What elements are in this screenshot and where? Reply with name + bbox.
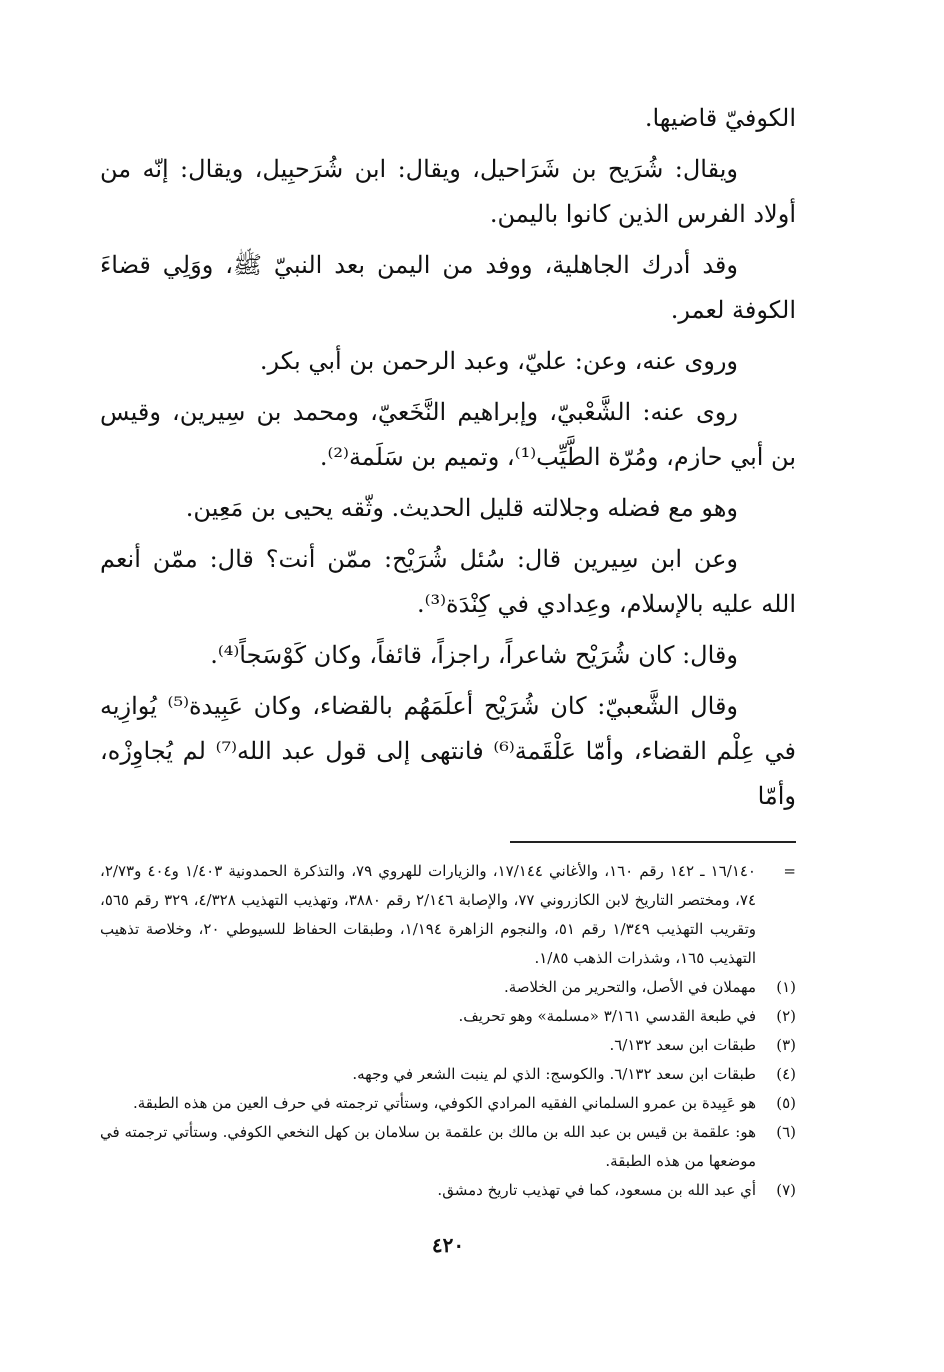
footnote [100,1176,796,1205]
footnote-separator [510,841,796,843]
footnote-marker: (١) [776,978,796,996]
footnote-marker: = [783,862,796,880]
footnote-marker: (٢) [776,1007,796,1025]
document-page [100,96,796,1286]
footnote-marker: (٦) [776,1123,796,1141]
paragraph: الكوفيّ قاضيها. [644,104,796,132]
paragraph: وقال الشَّعبيّ: كان شُرَيْح أعلَمَهُم بالقضاء، وكان عَبِيدة⁽⁵⁾ يُوازِيه في عِلْم القضاء، وأمّا عَلْقَمة⁽⁶⁾ فانتهى إلى قول عبد الله⁽⁷⁾ لم يُجاوِزْه، وأمّا [100,692,797,810]
footnote [100,1060,796,1089]
paragraph: روى عنه: الشَّعْبيّ، وإبراهيم النَّخَعيّ، ومحمد بن سِيرين، وقيس بن أبي حازم، ومُرّة الطَّيِّب⁽¹⁾، وتميم بن سَلَمة⁽²⁾. [100,398,796,471]
paragraph: وقال: كان شُرَيْح شاعراً، راجزاً، قائفاً، وكان كَوْسَجاً⁽⁴⁾. [210,641,738,669]
footnote-marker: (٤) [776,1065,796,1083]
footnote-text: أي عبد الله بن مسعود، كما في تهذيب تاريخ دمشق. [437,1181,756,1199]
paragraph: وهو مع فضله وجلالته قليل الحديث. وثّقه يحيى بن مَعِين. [185,494,738,522]
paragraph: وعن ابن سِيرين قال: سُئل شُرَيْح: ممّن أنت؟ قال: ممّن أنعم الله عليه بالإسلام، وعِدادي في كِنْدَة⁽³⁾. [100,545,796,618]
paragraph: ويقال: شُرَيح بن شَرَاحيل، ويقال: ابن شُرَحبِيل، ويقال: إنّه من أولاد الفرس الذين كانوا باليمن. [100,155,796,228]
footnote [100,1089,796,1118]
footnote [100,1118,796,1176]
footnote-marker: (٥) [776,1094,796,1112]
footnote-text: هو: علقمة بن قيس بن عبد الله بن مالك بن علقمة بن سلامان بن كهل النخعي الكوفي. وستأتي ترجمته في موضعها من هذه الطبقة. [100,1123,756,1170]
footnotes [100,857,796,1205]
footnote [100,1002,796,1031]
paragraph: وروى عنه، وعن: عليّ، وعبد الرحمن بن أبي بكر. [259,347,738,375]
footnote-text: ١٦/١٤٠ ـ ١٤٢ رقم ١٦٠، والأغاني ١٧/١٤٤، والزيارات للهروي ٧٩، والتذكرة الحمدونية ١/٤٠٣ و٤٠٤ و٢/٧٣، ٧٤، ومختصر التاريخ لابن الكازروني ٧٧، والإصابة ٢/١٤٦ رقم ٣٨٨٠، وتهذيب التهذيب ٤/٣٢٨، ٣٢٩ رقم ٥٦٥، وتقريب التهذيب ١/٣٤٩ رقم ٥١، والنجوم الزاهرة ١/١٩٤، وطبقات الحفاظ للسيوطي ٢٠، وخلاصة تذهيب التهذيب ١٦٥، وشذرات الذهب ١/٨٥. [100,862,757,967]
footnote [100,1031,796,1060]
footnote-text: في طبعة القدسي ٣/١٦١ «مسلمة» وهو تحريف. [458,1007,756,1025]
footnote-marker: (٧) [776,1181,796,1199]
paragraph: وقد أدرك الجاهلية، ووفد من اليمن بعد النبيّ ﷺ، ووَلِي قضاءَ الكوفة لعمر. [100,251,796,324]
footnote [100,857,796,973]
footnote-marker: (٣) [776,1036,796,1054]
page-number: ٤٢٠ [431,1233,465,1257]
footnote [100,973,796,1002]
main-text [100,96,796,819]
footnote-text: طبقات ابن سعد ٦/١٣٢. والكوسج: الذي لم ينبت الشعر في وجهه. [352,1065,756,1083]
footnote-text: هو عَبِيدة بن عمرو السلماني الفقيه المرادي الكوفي، وستأتي ترجمته في حرف العين من هذه الطبقة. [133,1094,756,1112]
footnote-text: مهملان في الأصل، والتحرير من الخلاصة. [503,978,756,996]
footnote-text: طبقات ابن سعد ٦/١٣٢. [609,1036,756,1054]
